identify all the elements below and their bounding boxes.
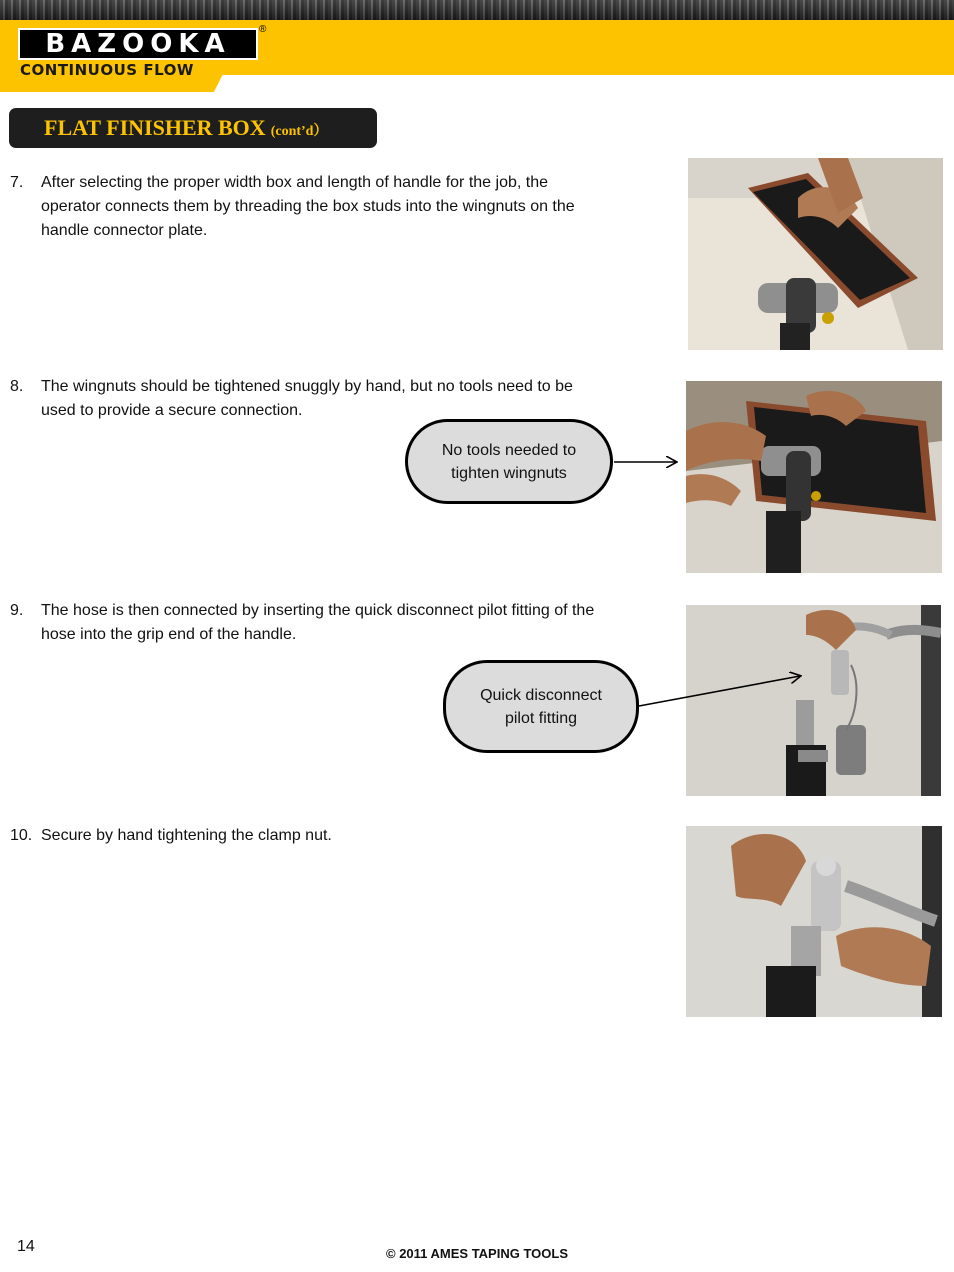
step-item <box>10 599 600 647</box>
callout-quick-disconnect <box>443 660 639 753</box>
callout-line: tighten wingnuts <box>451 464 567 482</box>
copyright-notice: © 2011 AMES TAPING TOOLS <box>386 1246 568 1261</box>
section-title-pill <box>9 108 377 148</box>
header-texture-strip <box>0 0 954 22</box>
step-text: Secure by hand tightening the clamp nut. <box>41 827 332 844</box>
step-item <box>10 171 600 243</box>
photo-quick-disconnect <box>686 605 941 796</box>
step-text: After selecting the proper width box and length of handle for the job, the operator connects them by threading the box studs into the wingnuts on the handle connector plate. <box>41 174 575 239</box>
callout-no-tools <box>405 419 613 504</box>
callout-line: Quick disconnect <box>480 686 602 704</box>
step-item <box>10 824 600 848</box>
step-text: The hose is then connected by inserting the quick disconnect pilot fitting of the hose into the grip end of the handle. <box>41 602 595 643</box>
photo-box-connection <box>688 158 943 350</box>
section-title: FLAT FINISHER BOX <box>44 115 266 140</box>
photo-clamp-nut <box>686 826 942 1017</box>
brand-subtitle: CONTINUOUS FLOW <box>20 61 194 79</box>
photo-tighten-wingnuts <box>686 381 942 573</box>
step-number: 10. <box>10 827 33 844</box>
step-number: 7. <box>10 174 24 191</box>
step-number: 8. <box>10 378 24 395</box>
brand-logo <box>18 28 258 60</box>
step-number: 9. <box>10 602 24 619</box>
step-item <box>10 375 600 423</box>
page-number: 14 <box>17 1238 35 1255</box>
brand-name: BAZOOKA <box>45 29 231 59</box>
callout-line: No tools needed to <box>441 441 577 459</box>
step-text: The wingnuts should be tightened snuggly by hand, but no tools need to be used to provide a secure connection. <box>41 378 573 419</box>
section-title-suffix: (cont’d） <box>270 124 328 139</box>
registered-mark: ® <box>259 24 267 35</box>
callout-line: pilot fitting <box>504 709 578 727</box>
